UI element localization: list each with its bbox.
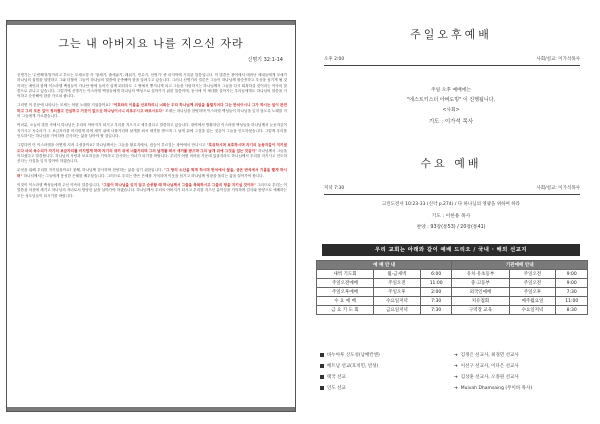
wednesday-scripture: 고린도전서 10:23-33 (신약 p.274) / 다 하나님의 영광을 위하여 하라 — [381, 202, 521, 207]
mission-missionaries — [454, 363, 519, 369]
wednesday-title: 수요 예배 — [420, 157, 482, 170]
schedule-cell: 주일오전예배 — [317, 279, 374, 288]
schedule-cell: 주일오후예배 — [317, 288, 374, 297]
schedule-row — [317, 288, 588, 297]
sermon-paragraph — [17, 143, 287, 164]
missionary-names: 김정은 선교사, 최경민 선교사 — [460, 353, 519, 358]
mission-field: 바누아투 산도성(남배칸엔) — [327, 353, 380, 358]
sermon-text: 신명기는 '두번째'율법이라고 부르는 모세오경 즉 '창세기, 출애굽기, 레위기, 민수기, 신명기' 중 마지막에 기록된 말씀입니다. 이 말씀은 광야에서 태어난 세대들에게 모세가 하나님의 율법을 설명하고 그와 더불어 그들이 하나님의 말씀에 순종해야 함을 알려주고 있습니다. 그러나 신명기의 결론은 그들이 하나님께 불순종하고 우상을 섬기게 될 것이라는 예언과 함께 이스라엘 백성들이 가나안 땅에 들어가 살게 되더라도 그 땅에서 쫓겨나게 되고 그들을 사랑하시는 하나님께서 그들을 다시 회복하실 것이라는 약속의 말씀으로 끝나고 있습니다. 그렇기에 신명기는 이스라엘 백성들에게 하나님의 백성으로 살아가기 위한 말씀이며, 동시에 이 세대를 살아가는 우리들에게도 하나님의 말씀을 기억하고 순종해야 함을 가르쳐 줍니다. — [17, 73, 287, 99]
sermon-paragraph — [17, 123, 287, 139]
schedule-cell: 수요일저녁 — [373, 297, 420, 306]
afternoon-leader: 사회/설교: 이가석목사 — [536, 57, 580, 62]
wednesday-hymn: 찬양 : 93장(통53) / 20장(통41) — [416, 225, 486, 230]
schedule-cell: 7:30 — [420, 297, 452, 306]
schedule-cell: 치유접회 — [452, 297, 509, 306]
schedule-cell: 외국인예배 — [452, 288, 509, 297]
schedule-cell: 구역장 교육 — [452, 306, 509, 315]
mission-item — [320, 352, 380, 358]
schedule-cell: 수 요 예 배 — [317, 297, 374, 306]
schedule-cell: 주일오후 — [373, 288, 420, 297]
sermon-text: 그러면 이 본문에 나타나는 모세는 어떤 노래를 지었을까요? — [17, 103, 112, 108]
schedule-header-left: 예 배 안 내 — [317, 261, 452, 270]
sermon-text: 여러분, 오늘의 말씀 속에서 하나님은 우리의 아버지가 되시고 우리를 지으시고 세우셨다고 말씀하고 있습니다. 광야에서 방황하던 이스라엘 백성들을 하나님께서 눈동자같이 지키시고 독수리가 그 보금자리를 어지럽게 하며 새끼 위에 너풀거리며 날개를 펴서 새끼를 받으며 그 날개 위에 그것을 업는 것같이 그들을 인도하셨습니다. 그렇게 우리를 인도하시는 하나님을 기억하며 감사하는 삶을 살아야 할 것입니다. — [17, 123, 287, 138]
sermon-panel — [6, 20, 296, 412]
bottom-bar — [7, 407, 295, 411]
schedule-cell: 수요일저녁 — [509, 306, 556, 315]
sermon-paragraph — [17, 73, 287, 99]
schedule-cell: 금요일저녁 — [373, 306, 420, 315]
schedule-cell: 주일오전 — [373, 279, 420, 288]
scripture-quote: "여호와의 이름을 선포하리니 너희는 우리 하나님께 위엄을 돌릴지어다 그는 반석이시니 그가 하시는 일이 완전하고 그의 모든 길이 정의롭고 진실하고 거짓이 없으신 하나님이시니 의로우시고 바르시도다" — [17, 103, 287, 113]
afternoon-info — [324, 56, 580, 62]
wednesday-time: 저녁 7:30 — [324, 186, 345, 191]
schedule-cell: 7:30 — [420, 306, 452, 315]
afternoon-time: 오후 2:00 — [324, 57, 345, 62]
scripture-quote: "그들이 하나님을 잊지 않고 순종할 때 하나님께서 그들을 축복하시고 그들의 땅을 지키실 것이라" — [101, 183, 256, 188]
schedule-cell: 월-금새벽 — [373, 270, 420, 279]
sermon-paragraph — [17, 168, 287, 179]
divider — [324, 65, 580, 66]
arrow-icon: ➔ — [454, 364, 458, 369]
schedule-cell: 11:00 — [420, 279, 452, 288]
sermon-title: 그는 내 아버지요 나를 지으신 자라 — [58, 37, 244, 50]
schedule-header-right: 기관예배 안내 — [452, 261, 588, 270]
schedule-row — [317, 270, 588, 279]
afternoon-notice-1: 주일 오후 예배에는 — [430, 88, 472, 93]
afternoon-notice-2: "에스트키스더 아버도빙" 이 진행됩니다. — [406, 97, 496, 103]
schedule-cell: 중·고등부 — [452, 279, 509, 288]
schedule-table — [316, 260, 588, 315]
sermon-text: 모세는 하나님을 찬양하며 이스라엘 백성들이 하나님을 잊지 않도록 노래를 지어 그들에게 가르쳤습니다. — [17, 108, 287, 119]
mission-item — [320, 385, 346, 391]
bullet-icon — [320, 375, 324, 379]
sermon-paragraph — [17, 103, 287, 119]
divider — [324, 194, 580, 195]
schedule-cell: 유치·유초등부 — [452, 270, 509, 279]
schedule-cell: 주일오전 — [509, 270, 556, 279]
sermon-body — [17, 73, 287, 403]
schedule-banner: 우리 교회는 아래와 같이 예배 드리오 / 국내 · 해외 선교지 — [322, 244, 580, 256]
schedule-cell: 새벽 기도회 — [317, 270, 374, 279]
sermon-text: 하나님께서 그들을 이끄셨다고 말씀합니다. 하나님의 사랑과 보호하심을 기억하고 감사하는 자녀가 되기를 바랍니다. 우리가 어떤 어려움 가운데 있을지라도 하나님께서 우리를 지키시고 인도하신다는 사실을 잊지 말아야 하겠습니다. — [17, 148, 287, 164]
mission-field: 베트남 선교(호치민, 빈성) — [327, 364, 379, 369]
sermon-paragraph — [17, 183, 287, 199]
arrow-icon: ➔ — [454, 386, 458, 391]
bullet-icon — [320, 364, 324, 368]
schedule-cell: 9:00 — [556, 270, 588, 279]
mission-field: 태국 선교 — [327, 375, 346, 380]
mission-missionaries — [454, 374, 519, 380]
schedule-cell: 9:00 — [556, 279, 588, 288]
arrow-icon: ➔ — [454, 375, 458, 380]
schedule-cell: 8:30 — [556, 306, 588, 315]
sermon-text: 하나님께서는 그들에게 풍성한 은혜를 베푸셨습니다. 그러므로 우리는 받은 은혜를 기억하며 이웃을 섬기고 하나님께 영광을 돌리는 삶을 살아가야 합니다. — [22, 173, 264, 178]
afternoon-order: <사회> — [442, 108, 460, 113]
worship-panel — [302, 0, 600, 424]
schedule-cell: 매주월요일 — [509, 297, 556, 306]
wednesday-info — [324, 185, 580, 191]
schedule-cell: 7:30 — [556, 288, 588, 297]
schedule-cell: 11:00 — [556, 297, 588, 306]
top-bar — [7, 21, 295, 25]
mission-missionaries — [454, 352, 519, 358]
sermon-text: 무엇을 위해 우리를 지키셨을까요? 첫째, 하나님께 감사하며 찬양하는 삶을 살기 위함입니다. — [17, 168, 165, 173]
mission-field: 인도 선교 — [327, 386, 346, 391]
schedule-cell: 6:00 — [420, 270, 452, 279]
bullet-icon — [320, 353, 324, 357]
mission-item — [320, 374, 346, 380]
wednesday-prayer: 기도 : 이한용 목사 — [431, 214, 471, 219]
schedule-row — [317, 306, 588, 315]
sermon-text: 그렇다면 이 이스라엘을 어떻게 지켜 주셨을까요? 하나님께서는 그들을 황무지에서, 짐승이 부르짖는 광야에서 만나시고 — [17, 143, 207, 148]
bullet-icon — [320, 386, 324, 390]
schedule-header-row — [317, 261, 588, 270]
sermon-text: 이것이 이스라엘 백성들에게 주신 약속의 말씀입니다. — [17, 183, 102, 188]
wednesday-leader: 사회/설교: 이가석목사 — [536, 186, 580, 191]
sermon-reference: 신명기 32:1-14 — [247, 57, 283, 63]
scripture-quote: "그 땅의 소산을 먹게 하시며 반석에서 꿀을, 굳은 반석에서 기름을 빨게 하시며" — [17, 168, 287, 178]
missionary-names: 김상훈 선교사, 오종원 선교사 — [460, 375, 519, 380]
arrow-icon: ➔ — [454, 353, 458, 358]
schedule-rows — [317, 270, 588, 315]
missionary-names: 이선구 선교사, 이다은 선교사 — [460, 364, 519, 369]
schedule-row — [317, 297, 588, 306]
sermon-text: 그러므로 우리는 이 말씀을 마음에 새기고 하나님의 자녀로서 합당한 삶을 살아가야 하겠습니다. 하나님께서 우리의 아버지가 되시고 우리를 지으신 분이심을 기억하며 감사와 찬양으로 예배하는 모든 성도님들이 되시기를 바랍니다. — [17, 183, 287, 198]
afternoon-prayer: 기도 : 이가석 목사 — [428, 119, 474, 125]
schedule-row — [317, 279, 588, 288]
missionary-names: Muivah Dhamsaing (무이바 목사) — [460, 386, 533, 391]
schedule-cell: 금 요 기 도 회 — [317, 306, 374, 315]
schedule-cell: 주일오전 — [509, 279, 556, 288]
afternoon-title: 주일오후예배 — [410, 28, 492, 41]
mission-missionaries — [454, 385, 532, 391]
schedule-cell: 주일오후 — [509, 288, 556, 297]
mission-item — [320, 363, 378, 369]
scripture-quote: "호위하시며 보호하시며 자기의 눈동자같이 지키셨도다 마치 독수리가 자기의 보금자리를 어지럽게 하며 자기의 새끼 위에 너풀거리며 그의 날개를 펴서 새끼를 받으며 그의 날개 위에 그것을 업는 것같이" — [17, 143, 287, 153]
schedule-cell: 2:00 — [420, 288, 452, 297]
